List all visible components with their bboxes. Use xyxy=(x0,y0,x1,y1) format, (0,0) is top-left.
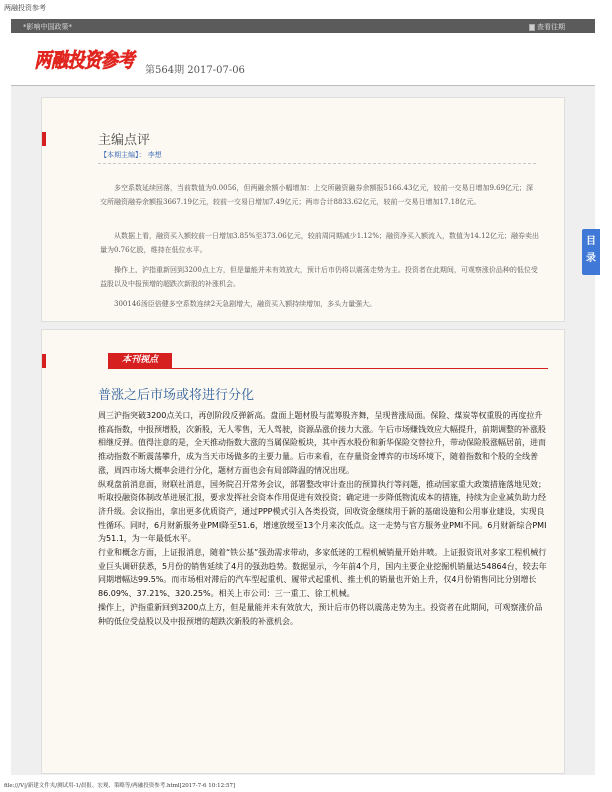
policy-tag: *影响中国政策* xyxy=(23,23,72,31)
toc-label-line2: 录 xyxy=(586,253,596,264)
dashed-divider xyxy=(98,163,536,164)
logo-text: 两融投资参考 xyxy=(33,48,159,72)
page-footer-path: file:///V|/新建文件夹/测试用-1/晨报、宏观、策略等/两融投资参考.html[2017-7-6 10:12:57] xyxy=(4,783,236,789)
top-bar xyxy=(11,19,595,33)
editor-label: 【本期主编】： xyxy=(100,151,146,159)
browser-title: 两融投资参考 xyxy=(4,4,46,12)
issue-number: 第564期 2017-07-06 xyxy=(145,65,245,76)
section-label: 本刊视点 xyxy=(108,353,172,368)
summary-paragraph: 多空系数延续回落，当前数值为0.0056，但两融余额小幅增加：上交所融资融券余额报5166.43亿元，较前一交易日增加9.69亿元；深交所融资融券余额报3667.19亿元，较前一交易日增加7.49亿元；两市合计8833.62亿元，较前一交易日增加17.18亿元。 xyxy=(100,184,534,206)
article-paragraph: 纵观盘前消息面，财联社消息，国务院召开常务会议，部署整改审计查出的预算执行等问题，推动国家重大政策措施落地见效；听取投融资体制改革进展汇报，要求发挥社会资本作用促进有效投资；确定进一步降低物流成本的措施，持续为企业减负助力经济升级。会议指出，拿出更多优质资产，通过PPP模式引入各类投资，回收资金继续用于新的基础设施和公用事业建设，实现良性循环。同时，6月财新服务业PMI降至51.6，增速放缓至13个月来次低点。这一走势与官方服务业PMI不同。6月财新综合PMI为51.1，为一年最低水平。 xyxy=(98,479,547,544)
article-paragraph: 行业和概念方面，上证报消息，随着“铁公基”强劲需求带动，多家低迷的工程机械销量开始井喷。上证报资讯对多家工程机械行业巨头调研获悉，5月份的销售延续了4月的强劲趋势。数据显示，今年前4个月，国内主要企业挖掘机销量达54864台，较去年同期增幅达99.5%。而市场相对滞后的汽车型起重机、履带式起重机、推土机的销量也开始上升，仅4月份销售同比分别增长86.09%、37.21%、320.25%。相关上市公司：三一重工、徐工机械。 xyxy=(98,548,547,599)
table-of-contents-tab[interactable] xyxy=(582,229,600,275)
history-link[interactable] xyxy=(529,22,565,32)
summary-title: 主编点评 xyxy=(98,133,151,148)
section-marker xyxy=(42,132,46,146)
summary-paragraph: 300146汤臣倍健多空系数连续2天急剧增大，融资买入额持续增加，多头力量强大。 xyxy=(114,300,377,308)
publication-logo xyxy=(31,46,159,72)
section-underline xyxy=(108,368,548,369)
masthead xyxy=(11,33,595,86)
article-title: 普涨之后市场或将进行分化 xyxy=(98,388,255,403)
viewpoint-card xyxy=(41,329,565,774)
summary-paragraph: 操作上，沪指重新回到3200点上方，但是量能并未有效放大，预计后市仍将以震荡走势为主。投资者在此期间，可观察涨价品种的低位受益股以及中报预增的超跌次新股的补涨机会。 xyxy=(100,266,538,288)
editor-line xyxy=(100,150,162,160)
section-marker xyxy=(42,354,46,368)
editor-name: 李想 xyxy=(147,151,162,159)
article-paragraph: 操作上，沪指重新回到3200点上方，但是量能并未有效放大，预计后市仍将以震荡走势为主。投资者在此期间，可观察涨价品种的低位受益股以及中报预增的超跌次新股的补涨机会。 xyxy=(98,602,543,626)
toc-label-line1: 目 xyxy=(586,236,596,247)
editor-summary-card xyxy=(41,97,565,322)
document-icon xyxy=(529,24,535,31)
article-body xyxy=(98,409,550,628)
history-link-label: 查看往期 xyxy=(537,23,565,31)
summary-paragraph: 从数据上看，融资买入额较前一日增加3.85%至373.06亿元，较前周同期减少1.12%；融资净买入额流入，数值为14.12亿元；融券卖出量为0.76亿股，维持在低位水平。 xyxy=(100,232,540,254)
article-paragraph: 周三沪指突破3200点关口，再创阶段反弹新高。盘面上题材股与蓝筹股齐舞，呈现普涨局面。保险、煤炭等权重股的再度拉升推高指数，中报预增股，次新股，无人零售，无人驾驶，资源品涨价接力大涨。午后市场赚钱效应大幅提升，前期调整的补涨股相继反弹。值得注意的是，全天推动指数大涨的当属保险板块，其中西水股份和新华保险交替拉升，带动保险股涨幅居前，进而推动指数不断震荡攀升，成为当天市场做多的主要力量。后市来看，在存量资金博弈的市场环境下，随着指数和个股的全线普涨，周四市场大概率会进行分化，题材方面也会有局部降温的情况出现。 xyxy=(98,411,546,475)
page-frame xyxy=(11,19,595,775)
